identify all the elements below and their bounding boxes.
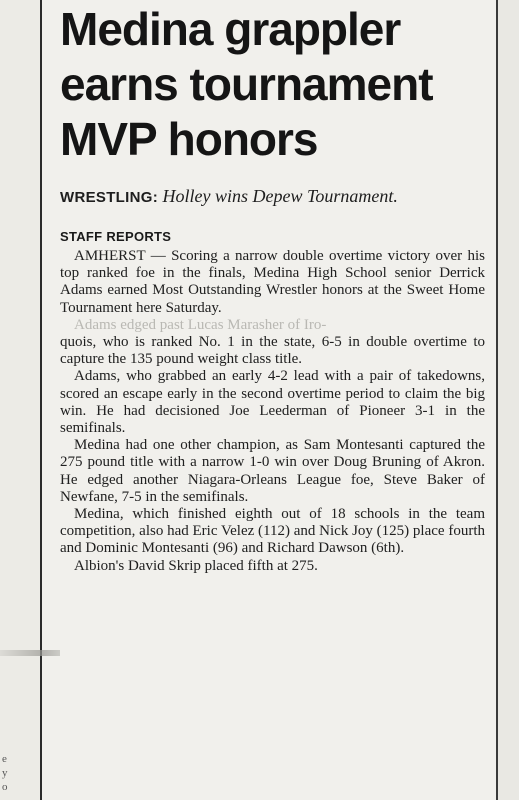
margin-fragment: y	[2, 767, 8, 779]
column-rule	[40, 0, 42, 800]
adjacent-column-edge	[0, 0, 42, 800]
byline: STAFF REPORTS	[60, 229, 172, 244]
paragraph: Adams, who grabbed an early 4-2 lead with a pair of takedowns, scored an escape early in the second overtime period to claim the big win. He had decisioned Joe Leederman of Pioneer 3-1 in the semifinals.	[60, 368, 485, 437]
article-body	[60, 248, 485, 575]
section-kicker: WRESTLING:	[60, 189, 158, 206]
right-margin	[498, 0, 519, 800]
margin-fragment: o	[2, 781, 8, 793]
paragraph: Medina, which finished eighth out of 18 schools in the team competition, also had Eric Velez (112) and Nick Joy (125) place fourth and Dominic Montesanti (96) and Richard Dawson (6th).	[60, 506, 485, 557]
paragraph: Medina had one other champion, as Sam Montesanti captured the 275 pound title with a narrow 1-0 win over Doug Bruning of Akron. He edged another Niagara-Orleans League foe, Steve Baker of Newfane, 7-5 in the semifinals.	[60, 437, 485, 505]
margin-fragment: e	[2, 753, 7, 765]
subhead	[60, 183, 485, 211]
headline: Medina grappler earns tournament MVP honors	[60, 3, 433, 165]
faded-print-line: Adams edged past Lucas Marasher of Iro-	[74, 316, 327, 333]
print-smudge	[0, 650, 60, 656]
paragraph: quois, who is ranked No. 1 in the state, 6-5 in double overtime to capture the 135 pound weight class title.	[60, 334, 485, 368]
paragraph: Albion's David Skrip placed fifth at 275.	[74, 557, 318, 574]
deck: Holley wins Depew Tournament.	[162, 186, 398, 206]
paragraph: AMHERST — Scoring a narrow double overtime victory over his top ranked foe in the finals, Medina High School senior Derrick Adams earned Most Outstanding Wrestler honors at the Sweet Home Tournament here Saturday.	[60, 248, 485, 316]
news-article	[60, 0, 485, 575]
